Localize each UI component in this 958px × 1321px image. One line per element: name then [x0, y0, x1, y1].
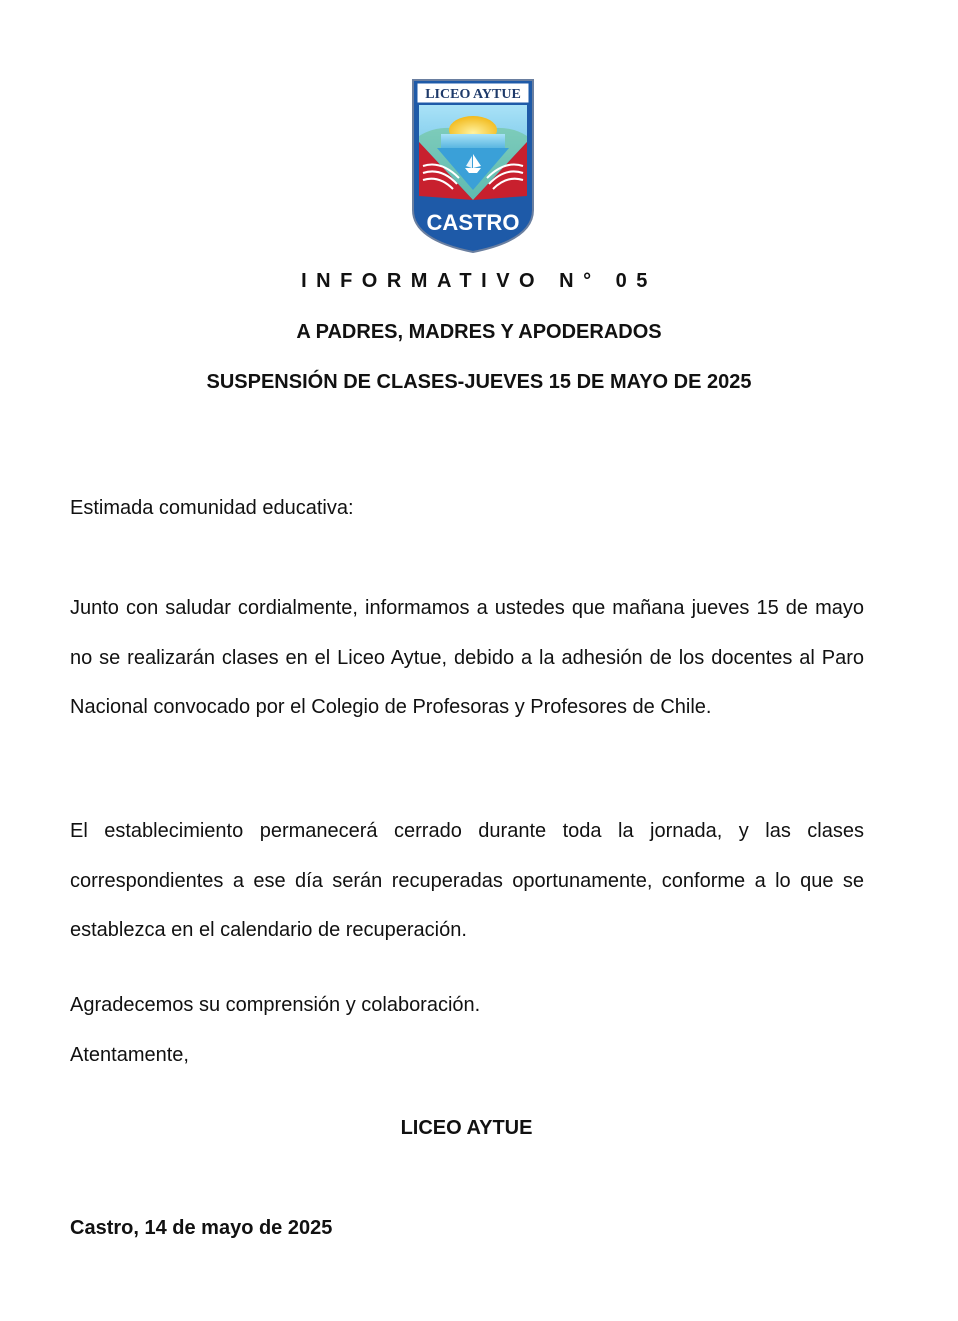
body-paragraph: El establecimiento permanecerá cerrado durante toda la jornada, y las clases correspondientes a ese día serán recuperadas oportunamente, conforme a lo que se establezca en el calendario de recuperación. [70, 820, 864, 941]
thanks-line: Agradecemos su comprensión y colaboración. [70, 994, 481, 1016]
subject-heading: SUSPENSIÓN DE CLASES-JUEVES 15 DE MAYO DE 2025 [206, 371, 752, 393]
crest-top-text: LICEO AYTUE [425, 87, 521, 102]
body-paragraph: Junto con saludar cordialmente, informamos a ustedes que mañana jueves 15 de mayo no se realizarán clases en el Liceo Aytue, debido a la adhesión de los docentes al Paro Nacional convocado por el Colegio de Profesoras y Profesores de Chile. [70, 597, 864, 718]
recipients-heading: A PADRES, MADRES Y APODERADOS [296, 321, 662, 343]
greeting: Estimada comunidad educativa: [70, 497, 354, 519]
closing-line: Atentamente, [70, 1044, 189, 1066]
crest-bottom-text: CASTRO [426, 210, 520, 235]
informativo-title: INFORMATIVO N° 05 [301, 270, 657, 292]
place-and-date: Castro, 14 de mayo de 2025 [70, 1217, 333, 1239]
school-crest-logo [411, 78, 535, 254]
signature: LICEO AYTUE [400, 1117, 533, 1139]
